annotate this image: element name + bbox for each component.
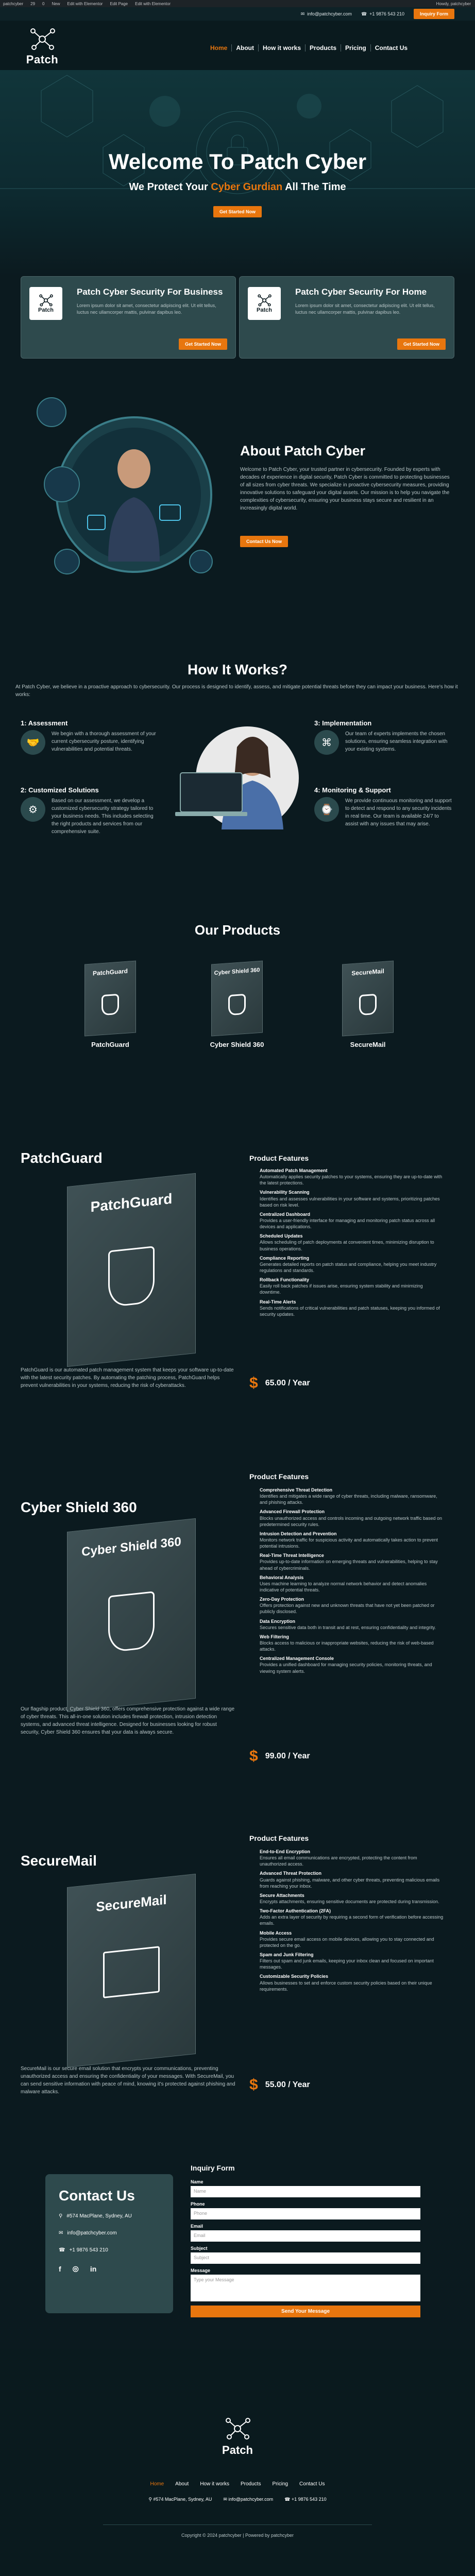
hero-cta-wrap [0, 206, 475, 217]
monitor-icon: ⌚ [314, 797, 339, 822]
admin-item[interactable]: patchcyber [3, 1, 24, 6]
service-card-home [239, 276, 454, 359]
feature-heading: Advanced Threat Protection [260, 1871, 322, 1876]
feature-list [260, 1487, 445, 1677]
footer-nav-home[interactable]: Home [150, 2481, 164, 2487]
product-name[interactable]: PatchGuard [91, 1041, 129, 1048]
instagram-icon[interactable]: ◎ [72, 2264, 79, 2273]
main-nav [206, 44, 412, 52]
feature-heading: Zero-Day Protection [260, 1597, 304, 1602]
phone-icon: ☎ [361, 11, 367, 16]
feature-item [260, 1952, 445, 1970]
step-text: We provide continuous monitoring and support to detect and respond to any security incidents in real time. Our team is available 24/7 to assist with any issues that may arise. [345, 798, 452, 827]
feature-heading: Comprehensive Threat Detection [260, 1487, 333, 1493]
footer-phone-text: +1 9876 543 210 [291, 2497, 327, 2502]
email-label: Email [191, 2224, 203, 2229]
contact-phone-text: +1 9876 543 210 [69, 2247, 108, 2253]
feature-item [260, 1930, 445, 1948]
nav-item-about[interactable]: About [232, 44, 259, 52]
feature-list [260, 1167, 445, 1320]
price [249, 1748, 310, 1765]
nav-item-pricing[interactable]: Pricing [341, 44, 371, 52]
feature-item [260, 1634, 445, 1652]
copyright: Copyright © 2024 patchcyber | Powered by patchcyber [181, 2533, 294, 2538]
feature-text: Provides secure email access on mobile devices, allowing you to stay connected and protected on the go. [260, 1936, 434, 1948]
box-label: Cyber Shield 360 [214, 967, 260, 977]
handshake-icon: 🤝 [21, 730, 45, 755]
box-label: SecureMail [96, 1891, 167, 1915]
how-intro: At Patch Cyber, we believe in a proactive approach to cybersecurity. Our process is designed to identify, assess, and mitigate potential threats before they can impact your business. Here's how it works: [15, 684, 458, 698]
inquiry-form-button[interactable]: Inquiry Form [414, 9, 454, 19]
social-links [59, 2264, 160, 2273]
product-title: PatchGuard [21, 1150, 103, 1166]
feature-heading: Centralized Management Console [260, 1656, 334, 1662]
feature-heading: Customizable Security Policies [260, 1974, 329, 1979]
contact-us-now-button[interactable]: Contact Us Now [240, 536, 288, 547]
feature-item [260, 1973, 445, 1992]
site-footer [0, 2349, 475, 2576]
product-box [211, 961, 263, 1037]
hero-title: Welcome To Patch Cyber [108, 149, 367, 174]
shield-icon [228, 994, 246, 1015]
feature-text: Uses machine learning to analyze normal network behavior and detect anomalies indicative of potential threats. [260, 1581, 427, 1592]
how-title: How It Works? [188, 662, 287, 677]
feature-item [260, 1552, 445, 1571]
contact-address [59, 2213, 160, 2219]
service-card-business [21, 276, 236, 359]
card-get-started-button[interactable]: Get Started Now [397, 338, 446, 350]
name-field[interactable]: Name [191, 2186, 420, 2197]
feature-heading: Real-Time Alerts [260, 1299, 296, 1304]
feature-text: Ensures all email communications are encrypted, protecting the content from unauthorized access. [260, 1855, 417, 1867]
feature-item [260, 1233, 445, 1251]
top-contact-bar [0, 7, 475, 21]
product-description: SecureMail is our secure email solution that encrypts your communications, preventing unauthorized access and ensuring the confidentiality of your messages. With SecureMail, you can send sensitive information with peace of mind, knowing it's protected against phishing and malware attacks. [21, 2066, 235, 2095]
about-cta-wrap [240, 536, 288, 547]
phone-icon: ☎ [59, 2247, 65, 2253]
price-value: 99.00 / Year [265, 1752, 310, 1760]
footer-logo[interactable] [217, 2416, 258, 2457]
logo-text: Patch [26, 53, 59, 66]
nav-item-how[interactable]: How it works [259, 44, 306, 52]
feature-heading: Compliance Reporting [260, 1255, 310, 1261]
patchguard-box-image [67, 1180, 201, 1365]
step-title: 2: Customized Solutions [21, 786, 99, 794]
feature-text: Easily roll back patches if issues arise, ensuring system stability and minimizing downtime. [260, 1283, 423, 1295]
feature-heading: Data Encryption [260, 1618, 296, 1624]
topbar-email-text: info@patchcyber.com [307, 11, 352, 16]
feature-heading: Behavioral Analysis [260, 1574, 304, 1580]
feature-heading: Automated Patch Management [260, 1168, 328, 1173]
contact-card [45, 2174, 173, 2313]
feature-item [260, 1189, 445, 1208]
product-box [67, 1173, 196, 1367]
footer-nav-about[interactable]: About [175, 2481, 189, 2487]
feature-heading: Mobile Access [260, 1930, 292, 1936]
footer-nav-contact[interactable]: Contact Us [299, 2481, 325, 2487]
feature-text: Monitors network traffic for suspicious activity and automatically takes action to prevent potential intrusions. [260, 1537, 438, 1549]
step-3 [314, 719, 453, 755]
feature-heading: Advanced Firewall Protection [260, 1509, 325, 1515]
send-message-button[interactable]: Send Your Message [191, 2306, 420, 2317]
envelope-icon [103, 1946, 160, 1998]
feature-item [260, 1655, 445, 1674]
envelope-icon: ✉ [59, 2230, 63, 2236]
product-box-patchguard[interactable] [84, 962, 136, 1035]
securemail-box-image [67, 1880, 201, 2066]
box-label: SecureMail [351, 967, 384, 977]
phone-label: Phone [191, 2201, 205, 2207]
feature-text: Blocks unauthorized access and controls incoming and outgoing network traffic based on predetermined security rules. [260, 1515, 443, 1527]
feature-item [260, 1277, 445, 1295]
network-logo-icon [256, 294, 273, 307]
location-pin-icon: ⚲ [148, 2497, 154, 2502]
product-box [342, 961, 394, 1037]
about-title: About Patch Cyber [240, 443, 366, 459]
about-image [31, 392, 216, 587]
hero-subtitle [0, 181, 475, 193]
woman-with-laptop-illustration [175, 716, 299, 835]
step-title: 4: Monitoring & Support [314, 786, 391, 794]
feature-item [260, 1908, 445, 1926]
feature-item [260, 1509, 445, 1527]
product-title: SecureMail [21, 1853, 97, 1869]
footer-divider [103, 2524, 372, 2525]
hero-sub-highlight: Cyber Gurdian [211, 181, 283, 193]
feature-text: Guards against phishing, malware, and other cyber threats, preventing malicious emails from reaching your inbox. [260, 1877, 440, 1889]
footer-nav-pricing[interactable]: Pricing [272, 2481, 289, 2487]
cybershield-box-image [67, 1525, 201, 1710]
network-logo-icon [27, 27, 58, 52]
feature-text: Identifies and assesses vulnerabilities in your software and systems, prioritizing patches based on risk level. [260, 1196, 440, 1208]
feature-heading: Two-Factor Authentication (2FA) [260, 1908, 331, 1914]
price [249, 2076, 310, 2094]
box-label: Cyber Shield 360 [81, 1534, 181, 1559]
feature-heading: Spam and Junk Filtering [260, 1952, 314, 1957]
product-box-securemail[interactable] [342, 962, 394, 1035]
feature-item [260, 1167, 445, 1186]
nav-item-home[interactable]: Home [206, 44, 232, 52]
product-name[interactable]: Cyber Shield 360 [210, 1041, 264, 1048]
name-label: Name [191, 2179, 203, 2184]
feature-text: Generates detailed reports on patch status and compliance, helping you meet industry regulations and standards. [260, 1261, 437, 1273]
topbar-email[interactable] [301, 11, 352, 17]
linkedin-icon[interactable]: in [90, 2264, 97, 2273]
admin-item[interactable]: Edit with Elementor [135, 1, 171, 6]
message-field[interactable]: Type your Message [191, 2275, 420, 2301]
product-box-cybershield[interactable] [211, 962, 263, 1035]
network-logo-icon [37, 294, 55, 307]
inquiry-form [191, 2164, 420, 2317]
feature-item [260, 1596, 445, 1615]
topbar-phone-text: +1 9876 543 210 [369, 11, 404, 16]
feature-item [260, 1211, 445, 1230]
feature-heading: End-to-End Encryption [260, 1849, 310, 1854]
feature-text: Allows businesses to set and enforce custom security policies based on their unique requirements. [260, 1980, 432, 1992]
shield-icon [108, 1591, 155, 1653]
location-pin-icon: ⚲ [59, 2213, 63, 2219]
feature-text: Identifies and mitigates a wide range of cyber threats, including malware, ransomware, and phishing attacks. [260, 1494, 437, 1505]
products-title: Our Products [194, 922, 281, 938]
dollar-icon: $ [249, 1748, 258, 1765]
feature-heading: Secure Attachments [260, 1892, 304, 1898]
admin-item[interactable]: 0 [42, 1, 45, 6]
feature-heading: Vulnerability Scanning [260, 1190, 310, 1195]
box-label: PatchGuard [92, 967, 128, 977]
contact-email[interactable] [59, 2230, 160, 2236]
feature-heading: Scheduled Updates [260, 1233, 303, 1239]
facebook-icon[interactable]: f [59, 2264, 61, 2273]
step-4 [314, 786, 453, 828]
features-title: Product Features [249, 1472, 309, 1481]
shield-icon [101, 994, 119, 1015]
contact-title: Contact Us [59, 2188, 135, 2204]
step-title: 1: Assessment [21, 719, 68, 727]
gear-icon: ⚙ [21, 797, 45, 822]
card-title: Patch Cyber Security For Business [77, 287, 223, 297]
how-center-image [175, 716, 299, 835]
product-name[interactable]: SecureMail [350, 1041, 386, 1048]
feature-heading: Intrusion Detection and Prevention [260, 1531, 337, 1536]
feature-text: Blocks access to malicious or inappropriate websites, reducing the risk of web-based attacks. [260, 1640, 434, 1652]
product-description: Our flagship product, Cyber Shield 360, offers comprehensive protection against a wide range of cyber threats. This all-in-one solution includes firewall protection, intrusion detection systems, and advanced threat intelligence. Designed for businesses looking for robust security, Cyber Shield 360 ensures that your data is always secure. [21, 1706, 235, 1735]
contact-address-text: #574 MacPlane, Sydney, AU [66, 2213, 132, 2219]
footer-address-text: #574 MacPlane, Sydney, AU [153, 2497, 212, 2502]
footer-logo-text: Patch [222, 2444, 253, 2456]
card-text: Lorem ipsum dolor sit amet, consectetur adipiscing elit. Ut elit tellus, luctus nec ullamcorper mattis, pulvinar dapibus leo. [295, 303, 435, 315]
feature-text: Encrypts attachments, ensuring sensitive documents are protected during transmission. [260, 1899, 439, 1904]
topbar-phone[interactable] [361, 11, 404, 17]
feature-item [260, 1299, 445, 1317]
features-title: Product Features [249, 1154, 309, 1162]
product-box [67, 1874, 196, 2067]
nav-item-contact[interactable]: Contact Us [375, 44, 408, 52]
feature-item [260, 1487, 445, 1505]
step-text: We begin with a thorough assessment of your current cybersecurity posture, identifying vulnerabilities and potential threats. [52, 731, 156, 752]
feature-text: Provides up-to-date information on emerging threats and vulnerabilities, helping to stay ahead of cybercriminals. [260, 1559, 438, 1571]
feature-item [260, 1870, 445, 1889]
step-2 [21, 786, 160, 836]
footer-contact [0, 2497, 475, 2502]
feature-text: Allows scheduling of patch deployments at convenient times, minimizing disruption to business operations. [260, 1240, 434, 1251]
card-logo-text: Patch [257, 307, 272, 313]
card-title: Patch Cyber Security For Home [295, 287, 427, 297]
feature-item [260, 1892, 445, 1905]
hero-sub-pre: We Protect Your [129, 181, 211, 193]
contact-phone[interactable] [59, 2247, 160, 2253]
phone-field[interactable]: Phone [191, 2208, 420, 2219]
email-field[interactable]: Email [191, 2230, 420, 2242]
feature-text: Filters out spam and junk emails, keeping your inbox clean and focused on important messages. [260, 1958, 434, 1970]
site-logo[interactable] [22, 27, 63, 68]
step-text: Based on our assessment, we develop a customized cybersecurity strategy tailored to your business needs. This includes selecting the right products and services from our comprehensive suite. [52, 798, 154, 835]
feature-heading: Rollback Functionality [260, 1277, 310, 1283]
hero-get-started-button[interactable]: Get Started Now [213, 206, 262, 217]
product-box [67, 1518, 196, 1712]
card-text: Lorem ipsum dolor sit amet, consectetur adipiscing elit. Ut elit tellus, luctus nec ullamcorper mattis, pulvinar dapibus leo. [77, 303, 216, 315]
phone-icon: ☎ [284, 2497, 292, 2502]
about-text: Welcome to Patch Cyber, your trusted partner in cybersecurity. Founded by experts with decades of experience in digital security, Patch Cyber is committed to protecting businesses of all sizes from cyber threats. We specialize in proactive cybersecurity measures, providing innovative solutions to safeguard your digital assets. Our mission is to help you navigate the complexities of cybersecurity, ensuring your business stays secure and resilient in an increasingly digital world. [240, 467, 450, 511]
nav-item-products[interactable]: Products [306, 44, 341, 52]
subject-label: Subject [191, 2246, 208, 2251]
footer-nav-products[interactable]: Products [241, 2481, 261, 2487]
card-logo [248, 287, 281, 320]
product-box [84, 961, 136, 1037]
feature-text: Adds an extra layer of security by requiring a second form of verification before accessing emails. [260, 1914, 444, 1926]
feature-list [260, 1849, 445, 1995]
network-logo-icon [222, 2416, 253, 2441]
price-value: 65.00 / Year [265, 1379, 310, 1387]
footer-address [148, 2497, 212, 2502]
subject-field[interactable]: Subject [191, 2252, 420, 2264]
message-label: Message [191, 2268, 211, 2273]
step-1 [21, 719, 160, 755]
admin-item[interactable]: Edit Page [110, 1, 128, 6]
hero-sub-post: All The Time [282, 181, 346, 193]
step-title: 3: Implementation [314, 719, 372, 727]
footer-nav [0, 2481, 475, 2487]
footer-phone[interactable] [284, 2497, 327, 2502]
feature-text: Provides a unified dashboard for managing security policies, monitoring threats, and viewing system alerts. [260, 1662, 432, 1674]
admin-item[interactable]: 29 [30, 1, 36, 6]
feature-item [260, 1618, 445, 1631]
admin-bar [0, 0, 475, 7]
contact-email-text: info@patchcyber.com [67, 2230, 117, 2236]
feature-text: Sends notifications of critical vulnerabilities and patch statuses, keeping you informed of security updates. [260, 1305, 440, 1317]
product-description: PatchGuard is our automated patch management system that keeps your software up-to-date with the latest security patches. By automating the patching process, PatchGuard helps prevent vulnerabilities in your systems, reducing the risk of cyberattacks. [21, 1367, 234, 1388]
card-logo [29, 287, 62, 320]
price-value: 55.00 / Year [265, 2080, 310, 2089]
network-icon: ⌘ [314, 730, 339, 755]
price [249, 1375, 310, 1392]
envelope-icon: ✉ [223, 2497, 229, 2502]
feature-item [260, 1531, 445, 1549]
feature-item [260, 1574, 445, 1593]
feature-text: Provides a user-friendly interface for managing and monitoring patch status across all devices and applications. [260, 1217, 435, 1230]
product-title: Cyber Shield 360 [21, 1499, 137, 1515]
feature-text: Offers protection against new and unknown threats that have not yet been patched or publicly disclosed. [260, 1603, 435, 1615]
admin-item[interactable]: Edit with Elementor [67, 1, 103, 6]
dollar-icon: $ [249, 2076, 258, 2093]
feature-item [260, 1849, 445, 1867]
footer-nav-how[interactable]: How it works [200, 2481, 229, 2487]
shield-icon [359, 994, 377, 1015]
feature-item [260, 1255, 445, 1274]
step-text: Our team of experts implements the chosen solutions, ensuring seamless integration with your existing systems. [345, 731, 448, 752]
shield-icon [108, 1246, 155, 1308]
features-title: Product Features [249, 1834, 309, 1842]
feature-heading: Real-Time Threat Intelligence [260, 1553, 324, 1558]
admin-howdy[interactable]: Howdy, patchcyber [436, 1, 471, 6]
form-title: Inquiry Form [191, 2164, 235, 2172]
box-label: PatchGuard [90, 1190, 173, 1215]
footer-email-text: info@patchcyber.com [228, 2497, 274, 2502]
footer-email[interactable] [223, 2497, 273, 2502]
card-get-started-button[interactable]: Get Started Now [179, 338, 227, 350]
admin-item[interactable]: New [52, 1, 60, 6]
dollar-icon: $ [249, 1375, 258, 1392]
feature-text: Automatically applies security patches to your systems, ensuring they are up-to-date with the latest protections. [260, 1174, 443, 1186]
envelope-icon: ✉ [300, 11, 305, 16]
cyber-person-illustration [31, 392, 216, 587]
feature-heading: Centralized Dashboard [260, 1211, 311, 1217]
feature-heading: Web Filtering [260, 1634, 289, 1639]
card-logo-text: Patch [38, 307, 54, 313]
feature-text: Secures sensitive data both in transit and at rest, ensuring confidentiality and integrity. [260, 1624, 436, 1630]
